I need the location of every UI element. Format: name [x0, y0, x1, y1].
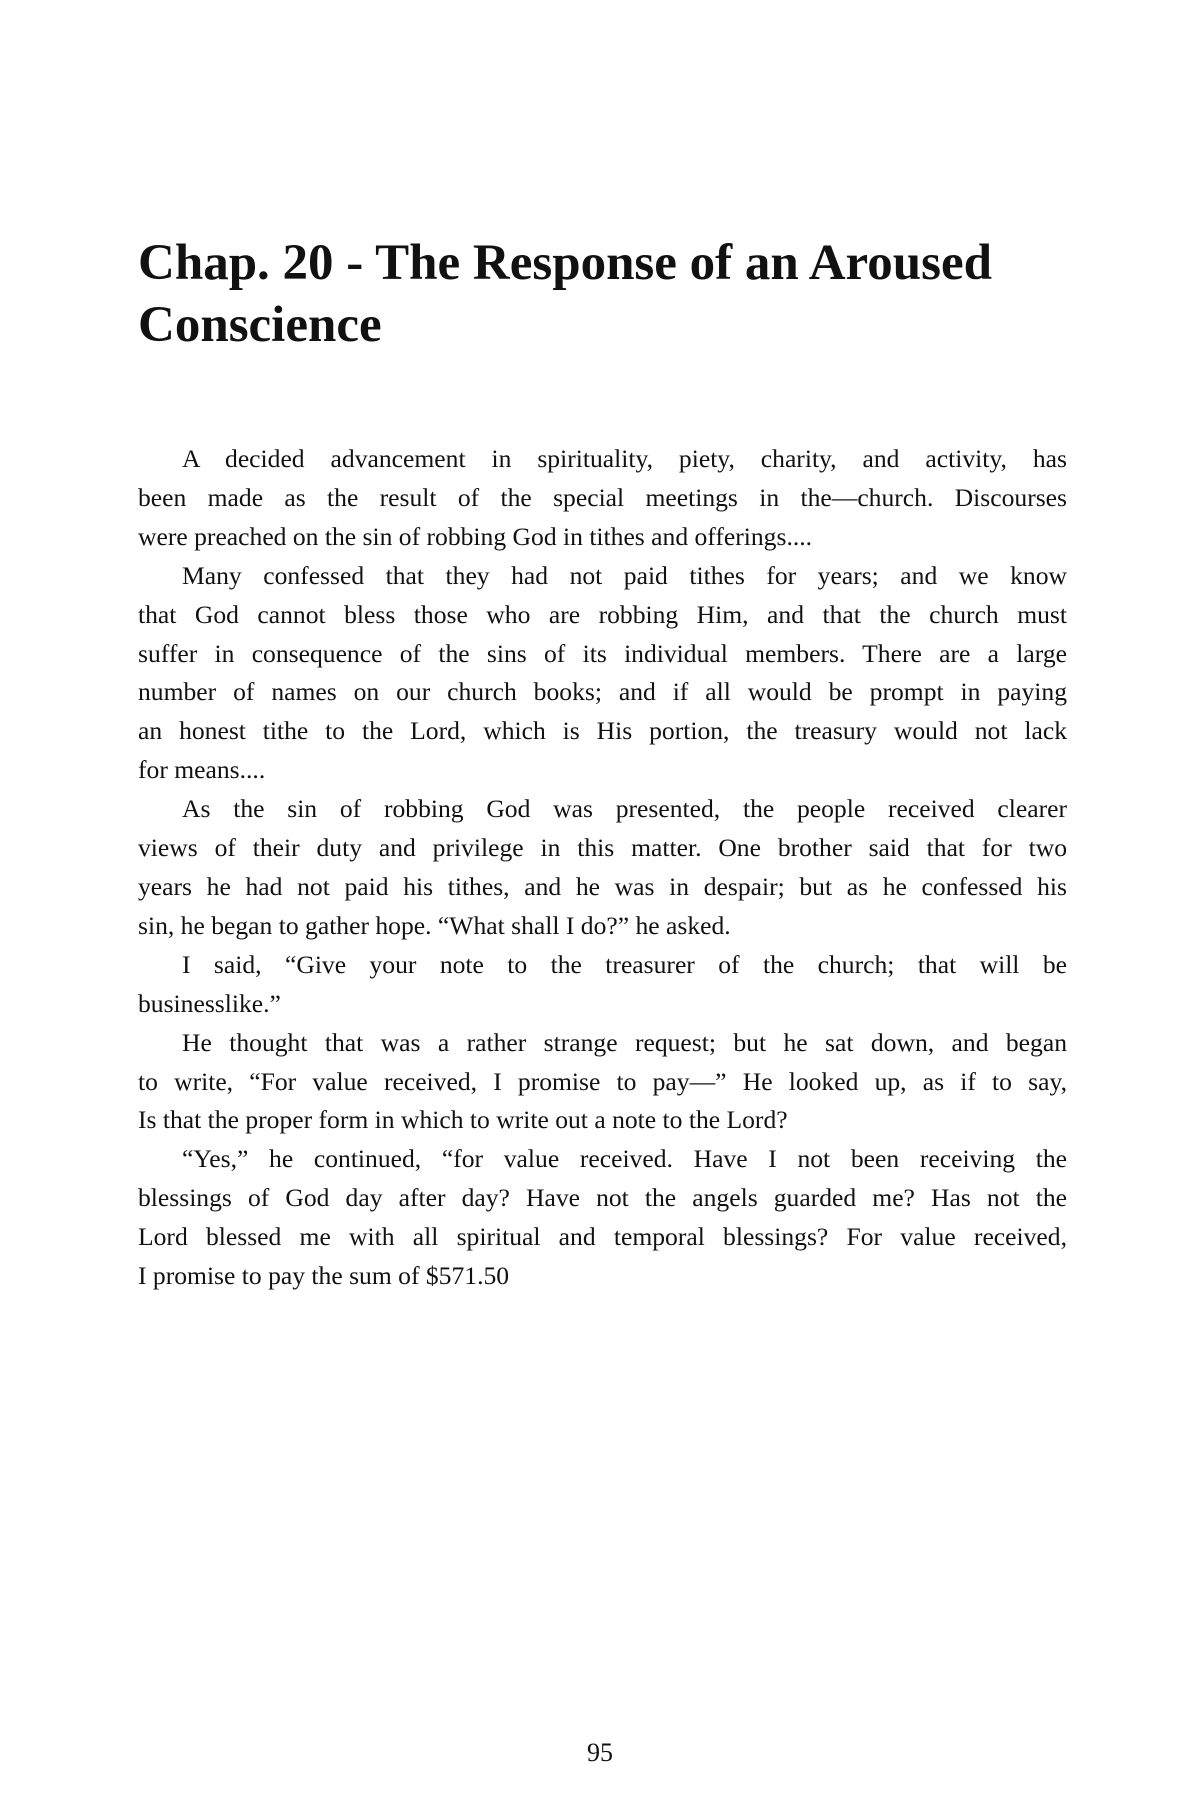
text-line: for means....: [138, 755, 266, 785]
paragraph: [138, 790, 1067, 946]
paragraph: [138, 1140, 1067, 1296]
chapter-title: [138, 232, 1078, 356]
text-line: that God cannot bless those who are robbing Him, and that the church must: [138, 599, 1067, 629]
text-line: an honest tithe to the Lord, which is His portion, the treasury would not lack: [138, 716, 1067, 746]
page-number: 95: [587, 1738, 613, 1767]
text-line: Is that the proper form in which to write out a note to the Lord?: [138, 1105, 788, 1135]
text-line: suffer in consequence of the sins of its individual members. There are a large: [138, 638, 1067, 668]
text-line: were preached on the sin of robbing God in tithes and offerings....: [138, 521, 813, 551]
chapter-title-line: Chap. 20 - The Response of an Aroused: [138, 235, 992, 291]
text-line: I promise to pay the sum of $571.50: [138, 1261, 510, 1291]
text-line: A decided advancement in spirituality, piety, charity, and activity, has: [182, 444, 1067, 473]
text-line: businesslike.”: [138, 988, 281, 1018]
chapter-title-line: Conscience: [138, 297, 382, 353]
text-line: to write, “For value received, I promise to pay—” He looked up, as if to say,: [138, 1066, 1067, 1096]
text-line: blessings of God day after day? Have not the angels guarded me? Has not the: [138, 1183, 1067, 1213]
chapter-body: [138, 440, 1067, 1296]
text-line: views of their duty and privilege in this matter. One brother said that for two: [138, 833, 1067, 863]
text-line: “Yes,” he continued, “for value received. Have I not been receiving the: [182, 1144, 1067, 1174]
paragraph: [138, 946, 1067, 1024]
text-line: Many confessed that they had not paid tithes for years; and we know: [182, 560, 1067, 590]
text-line: sin, he began to gather hope. “What shall I do?” he asked.: [138, 910, 731, 940]
paragraph: [138, 1024, 1067, 1141]
text-line: He thought that was a rather strange request; but he sat down, and began: [182, 1027, 1067, 1057]
text-line: number of names on our church books; and if all would be prompt in paying: [138, 677, 1067, 707]
text-line: I said, “Give your note to the treasurer of the church; that will be: [182, 949, 1067, 979]
text-line: years he had not paid his tithes, and he was in despair; but as he confessed his: [138, 871, 1067, 901]
paragraph: [138, 557, 1067, 790]
paragraph: [138, 440, 1067, 557]
text-line: been made as the result of the special meetings in the—church. Discourses: [138, 482, 1067, 512]
text-line: Lord blessed me with all spiritual and temporal blessings? For value received,: [138, 1222, 1067, 1252]
text-line: As the sin of robbing God was presented, the people received clearer: [182, 794, 1067, 824]
